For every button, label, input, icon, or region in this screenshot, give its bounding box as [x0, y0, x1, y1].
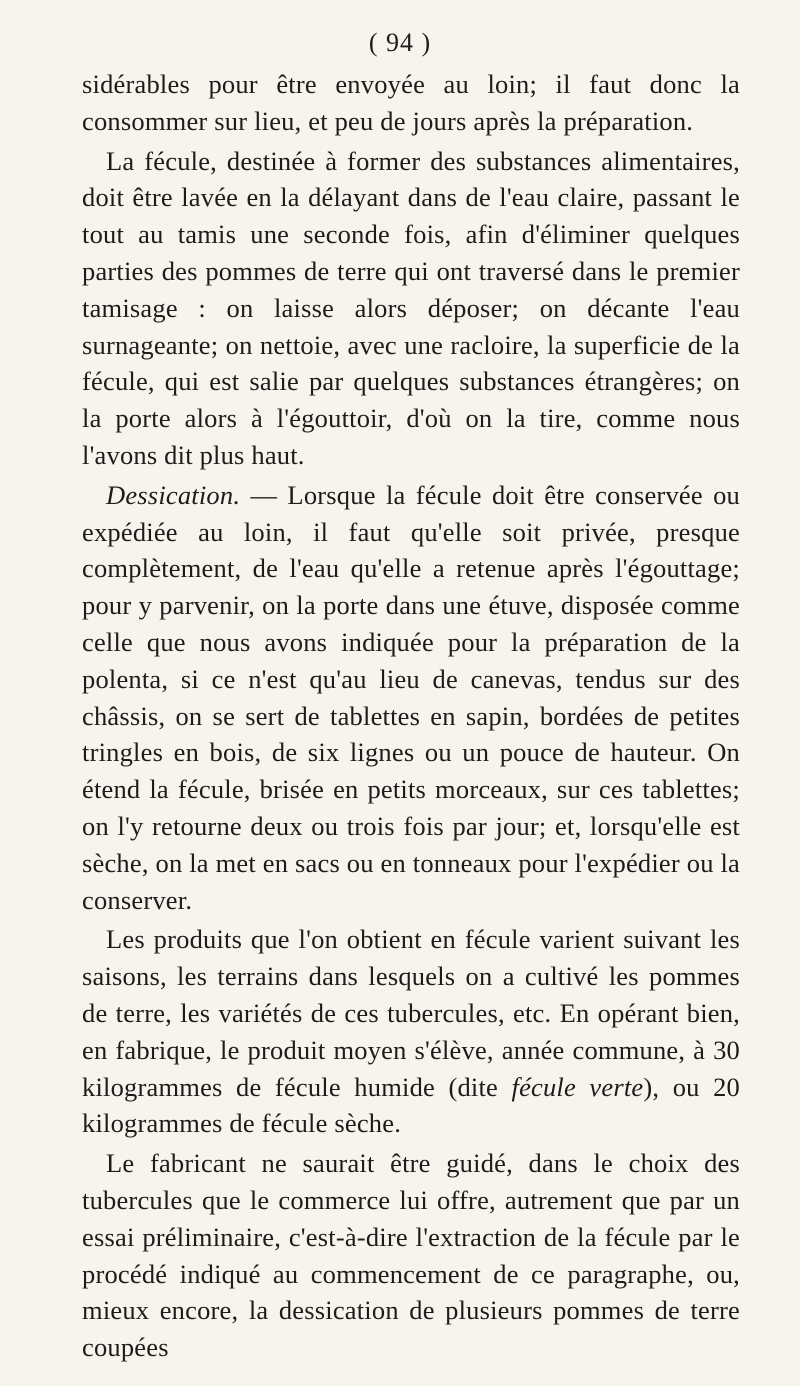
section-title-dessication: Dessication.	[106, 479, 241, 510]
paragraph-continuation: sidérables pour être envoyée au loin; il faut donc la consommer sur lieu, et peu de jours après la préparation.	[82, 69, 740, 136]
paragraph-produits-part1: Les produits que l'on obtient en fécule varient suivant les saisons, les terrains dans lesquels on a cultivé les pommes de terre, les variétés de ces tubercules, etc. En opérant bien, en fabrique, le produit moyen s'élève, année commune, à 30 kilogrammes de fécule humide (dite	[82, 924, 740, 1102]
paragraph-fecule-lavage: La fécule, destinée à former des substances alimentaires, doit être lavée en la délayant dans de l'eau claire, passant le tout au tamis une seconde fois, afin d'éliminer quelques parties des pommes de terre qui ont traversé dans le premier tamisage : on laisse alors déposer; on décante l'eau surnageante; on nettoie, avec une racloire, la superficie de la fécule, qui est salie par quelques substances étrangères; on la porte alors à l'égouttoir, d'où on la tire, comme nous l'avons dit plus haut.	[82, 145, 740, 470]
paragraph-dessication-body: — Lorsque la fécule doit être conservée ou expédiée au loin, il faut qu'elle soit privée, presque complètement, de l'eau qu'elle a retenue après l'égouttage; pour y parvenir, on la porte dans une étuve, disposée comme celle que nous avons indiquée pour la préparation de la polenta, si ce n'est qu'au lieu de canevas, tendus sur des châssis, on se sert de tablettes en sapin, bordées de petites tringles en bois, de six lignes ou un pouce de hauteur. On étend la fécule, brisée en petits morceaux, sur ces tablettes; on l'y retourne deux ou trois fois par jour; et, lorsqu'elle est sèche, on la met en sacs ou en tonneaux pour l'expédier ou la conserver.	[82, 479, 740, 915]
paragraph-produits-part2: ), ou 20 kilogrammes de fécule sèche.	[82, 1071, 740, 1139]
paragraph-dessication	[82, 477, 740, 919]
paragraph-produits	[82, 921, 740, 1142]
emphasis-fecule-verte: fécule verte	[511, 1071, 644, 1102]
paragraph-fabricant: Le fabricant ne saurait être guidé, dans le choix des tubercules que le commerce lui offre, autrement que par un essai préliminaire, c'est-à-dire l'extraction de la fécule par le procédé indiqué au commencement de ce paragraphe, ou, mieux encore, la dessication de plusieurs pommes de terre coupées	[82, 1148, 740, 1363]
page-number: ( 94 )	[368, 28, 432, 57]
